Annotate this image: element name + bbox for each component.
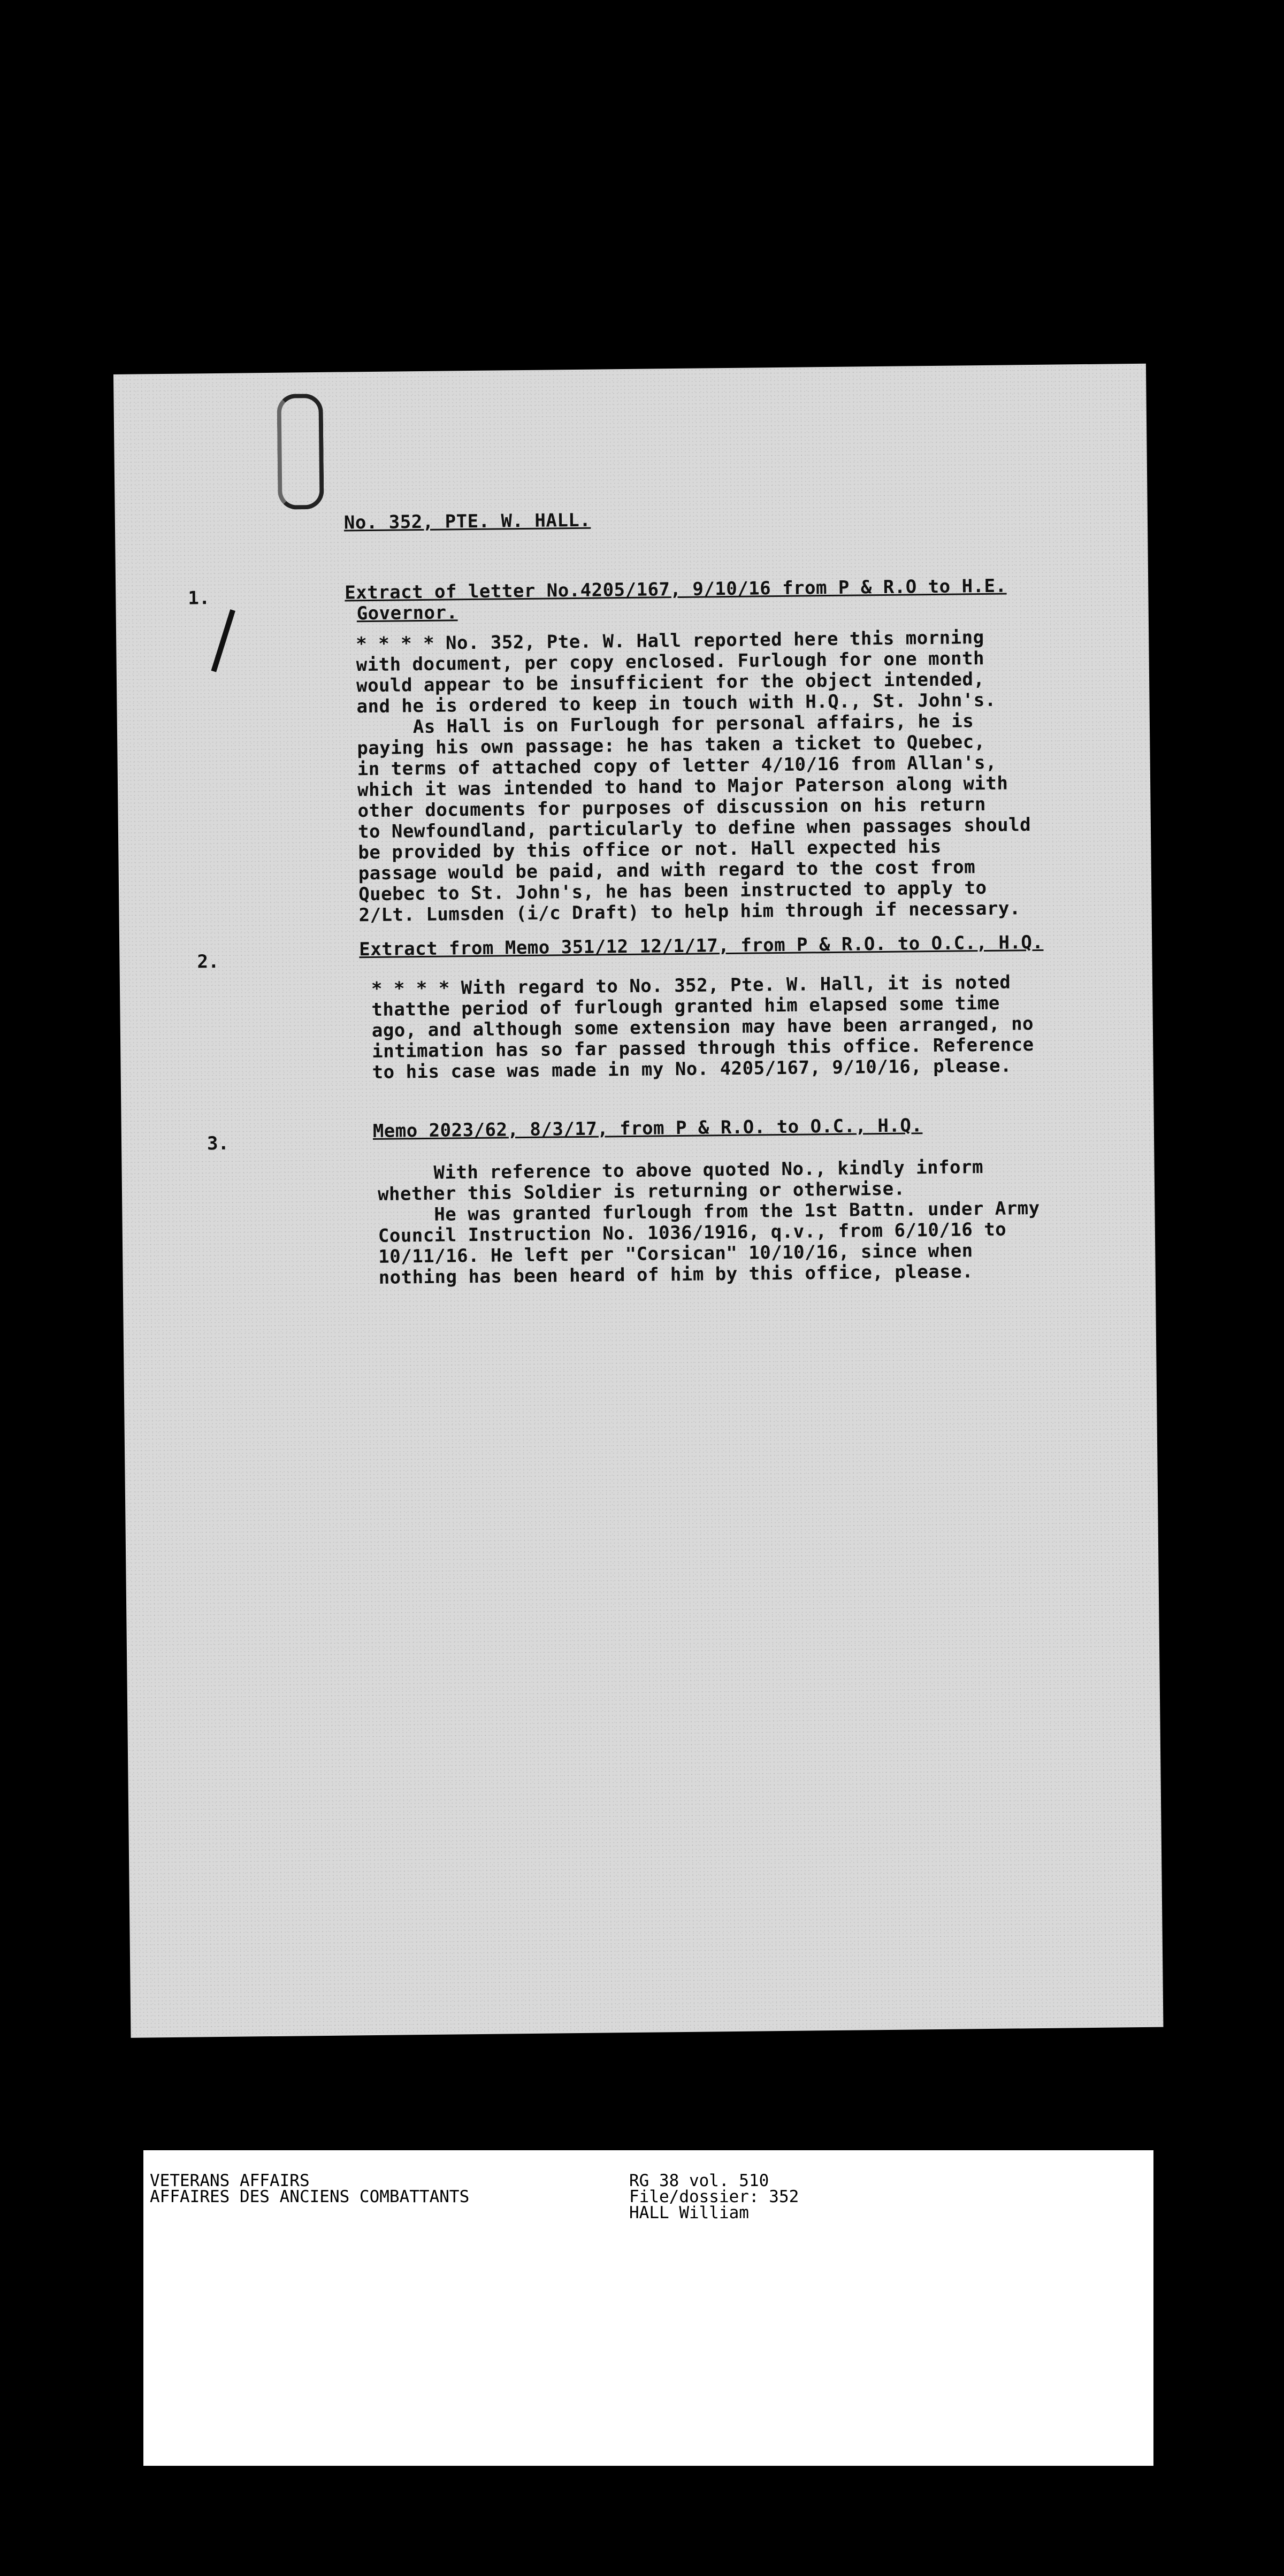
body-line: He was granted furlough from the 1st Battn. under Army [378,1197,1040,1226]
body-line: other documents for purposes of discussion on his return [357,793,987,822]
body-line: nothing has been heard of him by this office, please. [378,1261,974,1289]
paper-clip-icon [277,394,324,510]
body-line: With reference to above quoted No., kindly inform [377,1156,984,1184]
body-line: in terms of attached copy of letter 4/10/16 from Allan's, [357,752,997,780]
body-line: passage would be paid, and with regard to the cost from [358,856,976,885]
pencil-mark [211,609,235,672]
body-line: to his case was made in my No. 4205/167, 9/10/16, please. [372,1055,1012,1084]
department-name-fr: AFFAIRES DES ANCIENS COMBATTANTS [150,2187,470,2206]
body-line: ago, and although some extension may have been arranged, no [371,1013,1034,1042]
record-group: RG 38 vol. 510 [629,2171,769,2190]
document-title: No. 352, PTE. W. HALL. [343,509,591,534]
soldier-name: HALL William [629,2203,749,2222]
section-number: 1. [188,587,210,609]
section-number: 2. [197,950,219,973]
section-heading-cont: Governor. [356,602,458,625]
section-body [356,627,1032,926]
body-line: intimation has so far passed through this office. Reference [372,1034,1034,1063]
scanned-document-page [113,364,1163,2038]
body-line: Quebec to St. John's, he has been instructed to apply to [358,877,987,906]
archive-label [143,2150,1153,2466]
body-line: Council Instruction No. 1036/1916, q.v., from 6/10/16 to [378,1218,1007,1247]
body-line: whether this Soldier is returning or otherwise. [377,1178,905,1205]
body-line: 2/Lt. Lumsden (i/c Draft) to help him through if necessary. [358,898,1021,926]
body-line: paying his own passage: he has taken a ticket to Quebec, [357,731,985,760]
body-line: 10/11/16. He left per "Corsican" 10/10/16, since when [378,1240,973,1268]
archive-label-left [150,2173,469,2205]
section-heading: Extract from Memo 351/12 12/1/17, from P & R.O. to O.C., H.Q. [359,931,1044,961]
body-line: to Newfoundland, particularly to define when passages should [357,814,1031,843]
body-line: As Hall is on Furlough for personal affairs, he is [356,710,974,739]
body-line: would appear to be insufficient for the object intended, [356,668,985,697]
section-number: 3. [207,1132,230,1155]
body-line: * * * * No. 352, Pte. W. Hall reported here this morning [356,626,984,655]
body-line: with document, per copy enclosed. Furlough for one month [356,647,985,676]
body-line: thatthe period of furlough granted him elapsed some time [371,992,1000,1021]
section-body [377,1156,1041,1289]
body-line: be provided by this office or not. Hall expected his [358,835,942,864]
section-body [371,972,1034,1083]
department-name-en: VETERANS AFFAIRS [150,2171,310,2190]
file-number: File/dossier: 352 [629,2187,799,2206]
archive-label-right [629,2173,799,2221]
body-line: and he is ordered to keep in touch with H.Q., St. John's. [356,689,996,718]
body-line: which it was intended to hand to Major Paterson along with [357,772,1008,801]
section-heading: Memo 2023/62, 8/3/17, from P & R.O. to O.C., H.Q. [372,1115,923,1142]
section-heading: Extract of letter No.4205/167, 9/10/16 from P & R.O to H.E. [345,575,1007,604]
body-line: * * * * With regard to No. 352, Pte. W. Hall, it is noted [371,971,1011,1000]
